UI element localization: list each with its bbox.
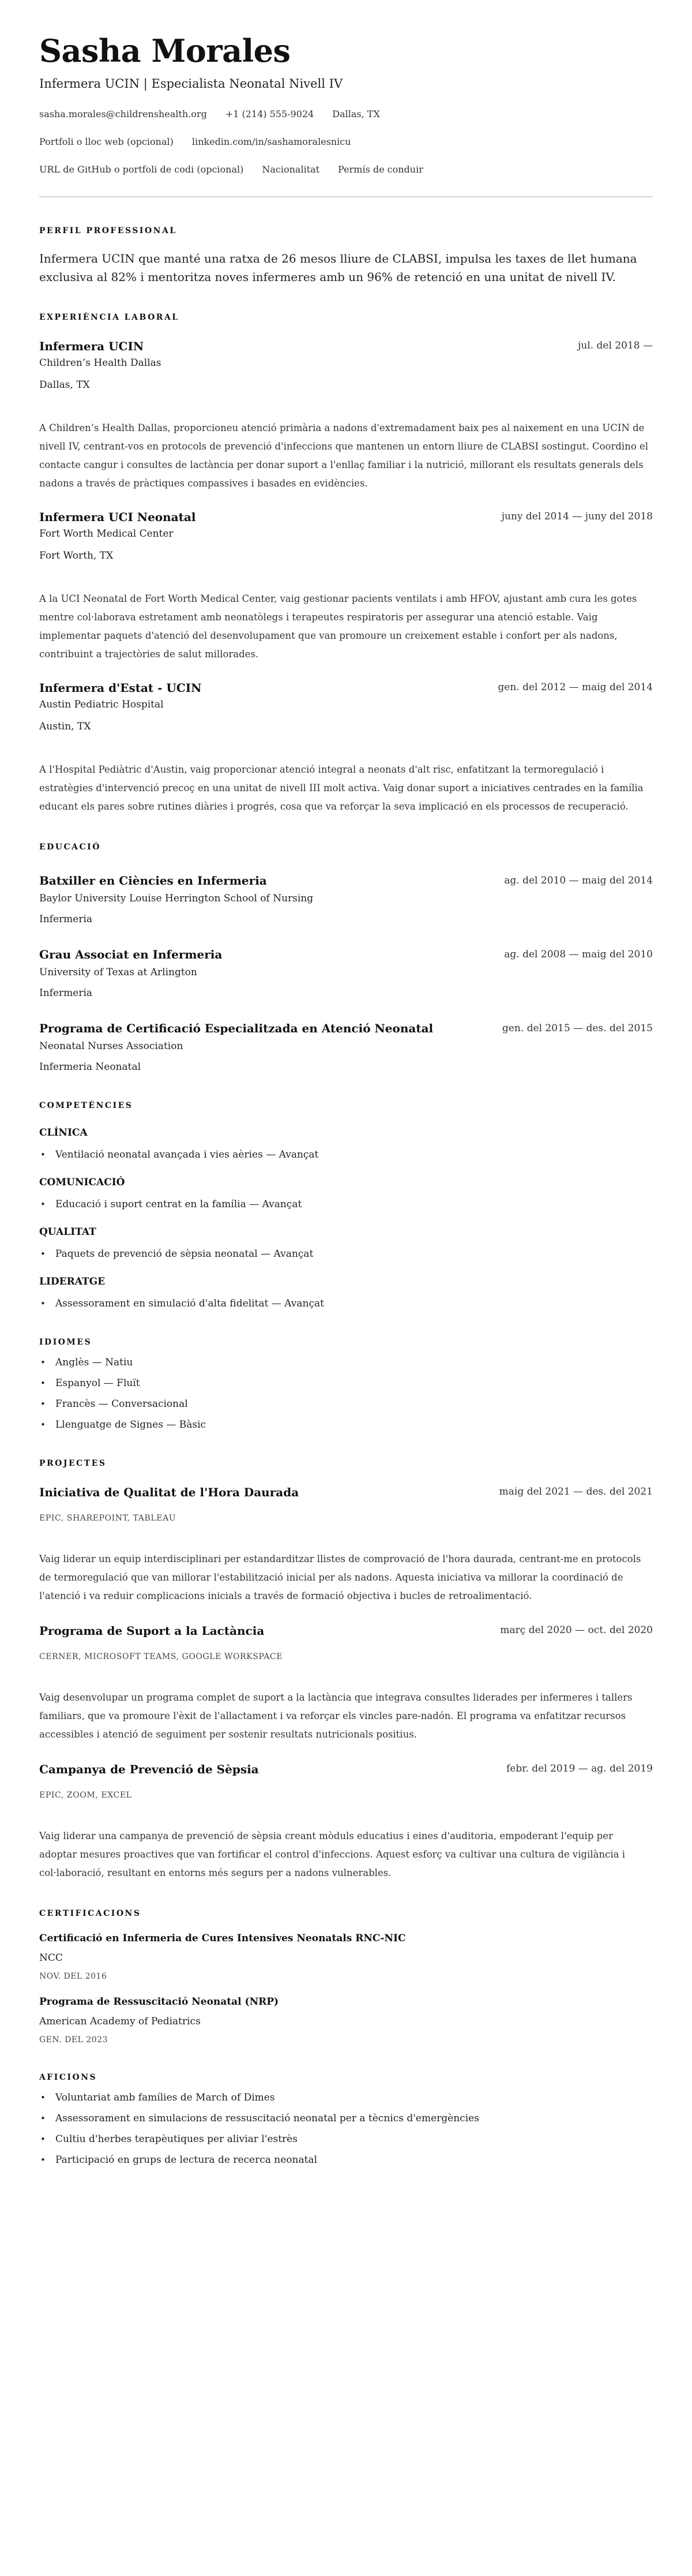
school-name: Baylor University Louise Herrington School of Nursing — [39, 893, 314, 904]
section-title-skills: COMPETÈNCIES — [39, 1101, 133, 1110]
education-entry — [39, 1018, 653, 1074]
education-entry — [39, 870, 653, 927]
section-title-hobbies: AFICIONS — [39, 2073, 97, 2082]
language-item: • Llenguatge de Signes — Bàsic — [39, 1417, 653, 1432]
section-education — [39, 841, 653, 1074]
profile-summary: Infermera UCIN que manté una ratxa de 26 mesos lliure de CLABSI, impulsa les taxes de llet humana exclusiva al 82% i mentoritza noves infermeres amb un 96% de retenció en una unitat de nivell IV. — [39, 252, 637, 284]
project-dates: març del 2020 — oct. del 2020 — [500, 1624, 653, 1636]
certification-entry — [39, 1994, 653, 2046]
education-entry — [39, 944, 653, 1001]
skill-item: • Paquets de prevenció de sèpsia neonatal — Avançat — [39, 1246, 653, 1261]
resume-header — [39, 32, 653, 197]
project-tech-tags: EPIC, ZOOM, EXCEL — [39, 1791, 132, 1800]
job-title: Infermera d'Estat - UCIN — [39, 681, 202, 695]
hobby-item: • Voluntariat amb famílies de March of Dimes — [39, 2090, 653, 2105]
project-entry — [39, 1761, 653, 1882]
field-of-study: Infermeria Neonatal — [39, 1061, 141, 1073]
job-employer: Children’s Health Dallas — [39, 357, 161, 369]
degree-dates: ag. del 2010 — maig del 2014 — [504, 875, 653, 886]
project-description: Vaig desenvolupar un programa complet de suport a la lactància que integrava consultes liderades per infermeres i tallers familiars, que va promoure l'èxit de l'allactament i va reforçar els vincles pare-nadón. El programa va enfatitzar recursos accessibles i atenció de seguiment per sostenir resultats nutricionals positius. — [39, 1692, 633, 1740]
contact-nationality: Nacionalitat — [262, 164, 320, 175]
job-dates: juny del 2014 — juny del 2018 — [501, 511, 653, 522]
headline: Infermera UCIN | Especialista Neonatal Nivell IV — [39, 77, 343, 91]
school-name: Neonatal Nurses Association — [39, 1040, 183, 1052]
skill-category-leadership: LIDERATGE — [39, 1276, 106, 1287]
section-skills — [39, 1100, 653, 1311]
contact-row-extra — [39, 163, 653, 177]
skill-item: • Educació i suport centrat en la família — Avançat — [39, 1197, 653, 1212]
section-title-certifications: CERTIFICACIONS — [39, 1909, 141, 1918]
job-employer: Fort Worth Medical Center — [39, 528, 174, 540]
project-tech-tags: CERNER, MICROSOFT TEAMS, GOOGLE WORKSPACE — [39, 1652, 283, 1661]
certification-issuer: American Academy of Pediatrics — [39, 2016, 201, 2027]
project-dates: febr. del 2019 — ag. del 2019 — [506, 1763, 653, 1774]
project-name: Programa de Suport a la Lactància — [39, 1624, 265, 1638]
job-dates: gen. del 2012 — maig del 2014 — [498, 682, 653, 693]
header-divider — [39, 196, 653, 197]
experience-entry — [39, 680, 653, 816]
job-location: Dallas, TX — [39, 379, 90, 391]
job-location: Austin, TX — [39, 721, 91, 732]
school-name: University of Texas at Arlington — [39, 967, 197, 978]
certification-entry — [39, 1931, 653, 1983]
hobby-list — [39, 2090, 653, 2167]
job-description: A l'Hospital Pediàtric d'Austin, vaig proporcionar atenció integral a neonats d'alt risc, enfatitzant la termoregulació i estratègies d'intervenció precoç en una unitat de nivell III molt activa. Vaig donar suport a iniciatives centrades en la família educant els pares sobre rutines diàries i progrés, cosa que va reforçar la seva implicació en els processos de recuperació. — [39, 764, 644, 812]
contact-phone[interactable]: +1 (214) 555-9024 — [225, 108, 314, 119]
language-item: • Anglès — Natiu — [39, 1355, 653, 1370]
contact-location: Dallas, TX — [332, 108, 380, 119]
job-description: A la UCI Neonatal de Fort Worth Medical Center, vaig gestionar pacients ventilats i amb HFOV, ajustant amb cura les gotes mentre col·laborava estretament amb neonatòlegs i terapeutes respiratoris per assegurar una atenció estable. Vaig implementar paquets d'atenció del desenvolupament que van promoure un creixement estable i confort per als nadons, contribuint a trajectòries de salut millorades. — [39, 593, 637, 660]
project-entry — [39, 1484, 653, 1605]
hobby-item: • Participació en grups de lectura de recerca neonatal — [39, 2152, 653, 2167]
contact-github[interactable]: URL de GitHub o portfoli de codi (opcional) — [39, 164, 244, 175]
skill-category-communication: COMUNICACIÓ — [39, 1177, 125, 1188]
section-certifications — [39, 1908, 653, 2046]
skill-list — [39, 1246, 653, 1261]
contact-row-links — [39, 135, 653, 149]
degree-dates: gen. del 2015 — des. del 2015 — [502, 1023, 653, 1034]
experience-entry — [39, 338, 653, 493]
skill-category-clinical: CLÍNICA — [39, 1127, 88, 1139]
degree-dates: ag. del 2008 — maig del 2010 — [504, 949, 653, 960]
skill-list — [39, 1147, 653, 1162]
section-hobbies — [39, 2072, 653, 2167]
contact-email[interactable]: sasha.morales@childrenshealth.org — [39, 108, 207, 119]
skill-item: • Assessorament en simulació d'alta fidelitat — Avançat — [39, 1296, 653, 1311]
project-entry — [39, 1623, 653, 1744]
contact-row-primary — [39, 107, 653, 121]
certification-name: Certificació en Infermeria de Cures Intensives Neonatals RNC-NIC — [39, 1933, 406, 1944]
section-projects — [39, 1458, 653, 1882]
experience-entry — [39, 509, 653, 664]
candidate-name: Sasha Morales — [39, 32, 291, 69]
project-tech-tags: EPIC, SHAREPOINT, TABLEAU — [39, 1514, 176, 1523]
skill-category-quality: QUALITAT — [39, 1226, 96, 1238]
job-dates: jul. del 2018 — — [578, 340, 653, 351]
job-title: Infermera UCIN — [39, 339, 144, 353]
project-description: Vaig liderar un equip interdisciplinari per estandarditzar llistes de comprovació de l'hora daurada, centrant-me en protocols de termoregulació que van millorar l'estabilització inicial per als nadons. Aquesta iniciativa va millorar la coordinació de l'atenció i va reduir complicacions inicials a través de formació objectiva i bucles de retroalimentació. — [39, 1553, 641, 1601]
certification-date: NOV. DEL 2016 — [39, 1972, 107, 1981]
project-name: Campanya de Prevenció de Sèpsia — [39, 1762, 259, 1776]
certification-name: Programa de Ressuscitació Neonatal (NRP) — [39, 1996, 279, 2008]
certification-date: GEN. DEL 2023 — [39, 2035, 108, 2045]
section-profile — [39, 225, 653, 286]
job-description: A Children’s Health Dallas, proporcioneu atenció primària a nadons d'extremadament baix pes al naixement en una UCIN de nivell IV, centrant-vos en protocols de prevenció d'infeccions que mantenen un entorn lliure de CLABSI sostingut. Coordino el contacte cangur i consultes de lactància per donar suport a l'enllaç familiar i la nutrició, millorant els resultats generals dels nadons a través de pràctiques compassives i basades en evidències. — [39, 422, 649, 489]
field-of-study: Infermeria — [39, 987, 93, 999]
contact-driving-license: Permís de conduir — [338, 164, 423, 175]
hobby-item: • Cultiu d'herbes terapèutiques per aliviar l'estrès — [39, 2132, 653, 2147]
skill-list — [39, 1296, 653, 1311]
contact-linkedin[interactable]: linkedin.com/in/sashamoralesnicu — [191, 136, 351, 147]
job-location: Fort Worth, TX — [39, 550, 114, 561]
certification-issuer: NCC — [39, 1952, 63, 1964]
skill-list — [39, 1197, 653, 1212]
section-title-experience: EXPERIÈNCIA LABORAL — [39, 313, 179, 322]
project-dates: maig del 2021 — des. del 2021 — [499, 1486, 653, 1497]
degree-title: Batxiller en Ciències en Infermeria — [39, 874, 267, 888]
language-list — [39, 1355, 653, 1432]
language-item: • Francès — Conversacional — [39, 1396, 653, 1411]
field-of-study: Infermeria — [39, 913, 93, 925]
section-experience — [39, 312, 653, 816]
section-title-education: EDUCACIÓ — [39, 843, 101, 852]
contact-portfolio[interactable]: Portfoli o lloc web (opcional) — [39, 136, 174, 147]
language-item: • Espanyol — Fluït — [39, 1376, 653, 1391]
section-languages — [39, 1336, 653, 1432]
project-description: Vaig liderar una campanya de prevenció de sèpsia creant mòduls educatius i eines d'auditoria, empoderant l'equip per adoptar mesures proactives que van fortificar el control d'infeccions. Aquest esforç va cultivar una cultura de vigilància i col·laboració, resultant en entorns més segurs per a nadons vulnerables. — [39, 1830, 625, 1878]
section-title-projects: PROJECTES — [39, 1459, 107, 1468]
degree-title: Grau Associat en Infermeria — [39, 948, 223, 961]
degree-title: Programa de Certificació Especialitzada en Atenció Neonatal — [39, 1021, 434, 1035]
section-title-languages: IDIOMES — [39, 1338, 92, 1347]
job-title: Infermera UCI Neonatal — [39, 510, 196, 524]
project-name: Iniciativa de Qualitat de l'Hora Daurada — [39, 1485, 299, 1499]
skill-item: • Ventilació neonatal avançada i vies aèries — Avançat — [39, 1147, 653, 1162]
hobby-item: • Assessorament en simulacions de ressuscitació neonatal per a tècnics d'emergències — [39, 2111, 653, 2126]
section-title-profile: PERFIL PROFESSIONAL — [39, 226, 177, 235]
job-employer: Austin Pediatric Hospital — [39, 699, 164, 710]
